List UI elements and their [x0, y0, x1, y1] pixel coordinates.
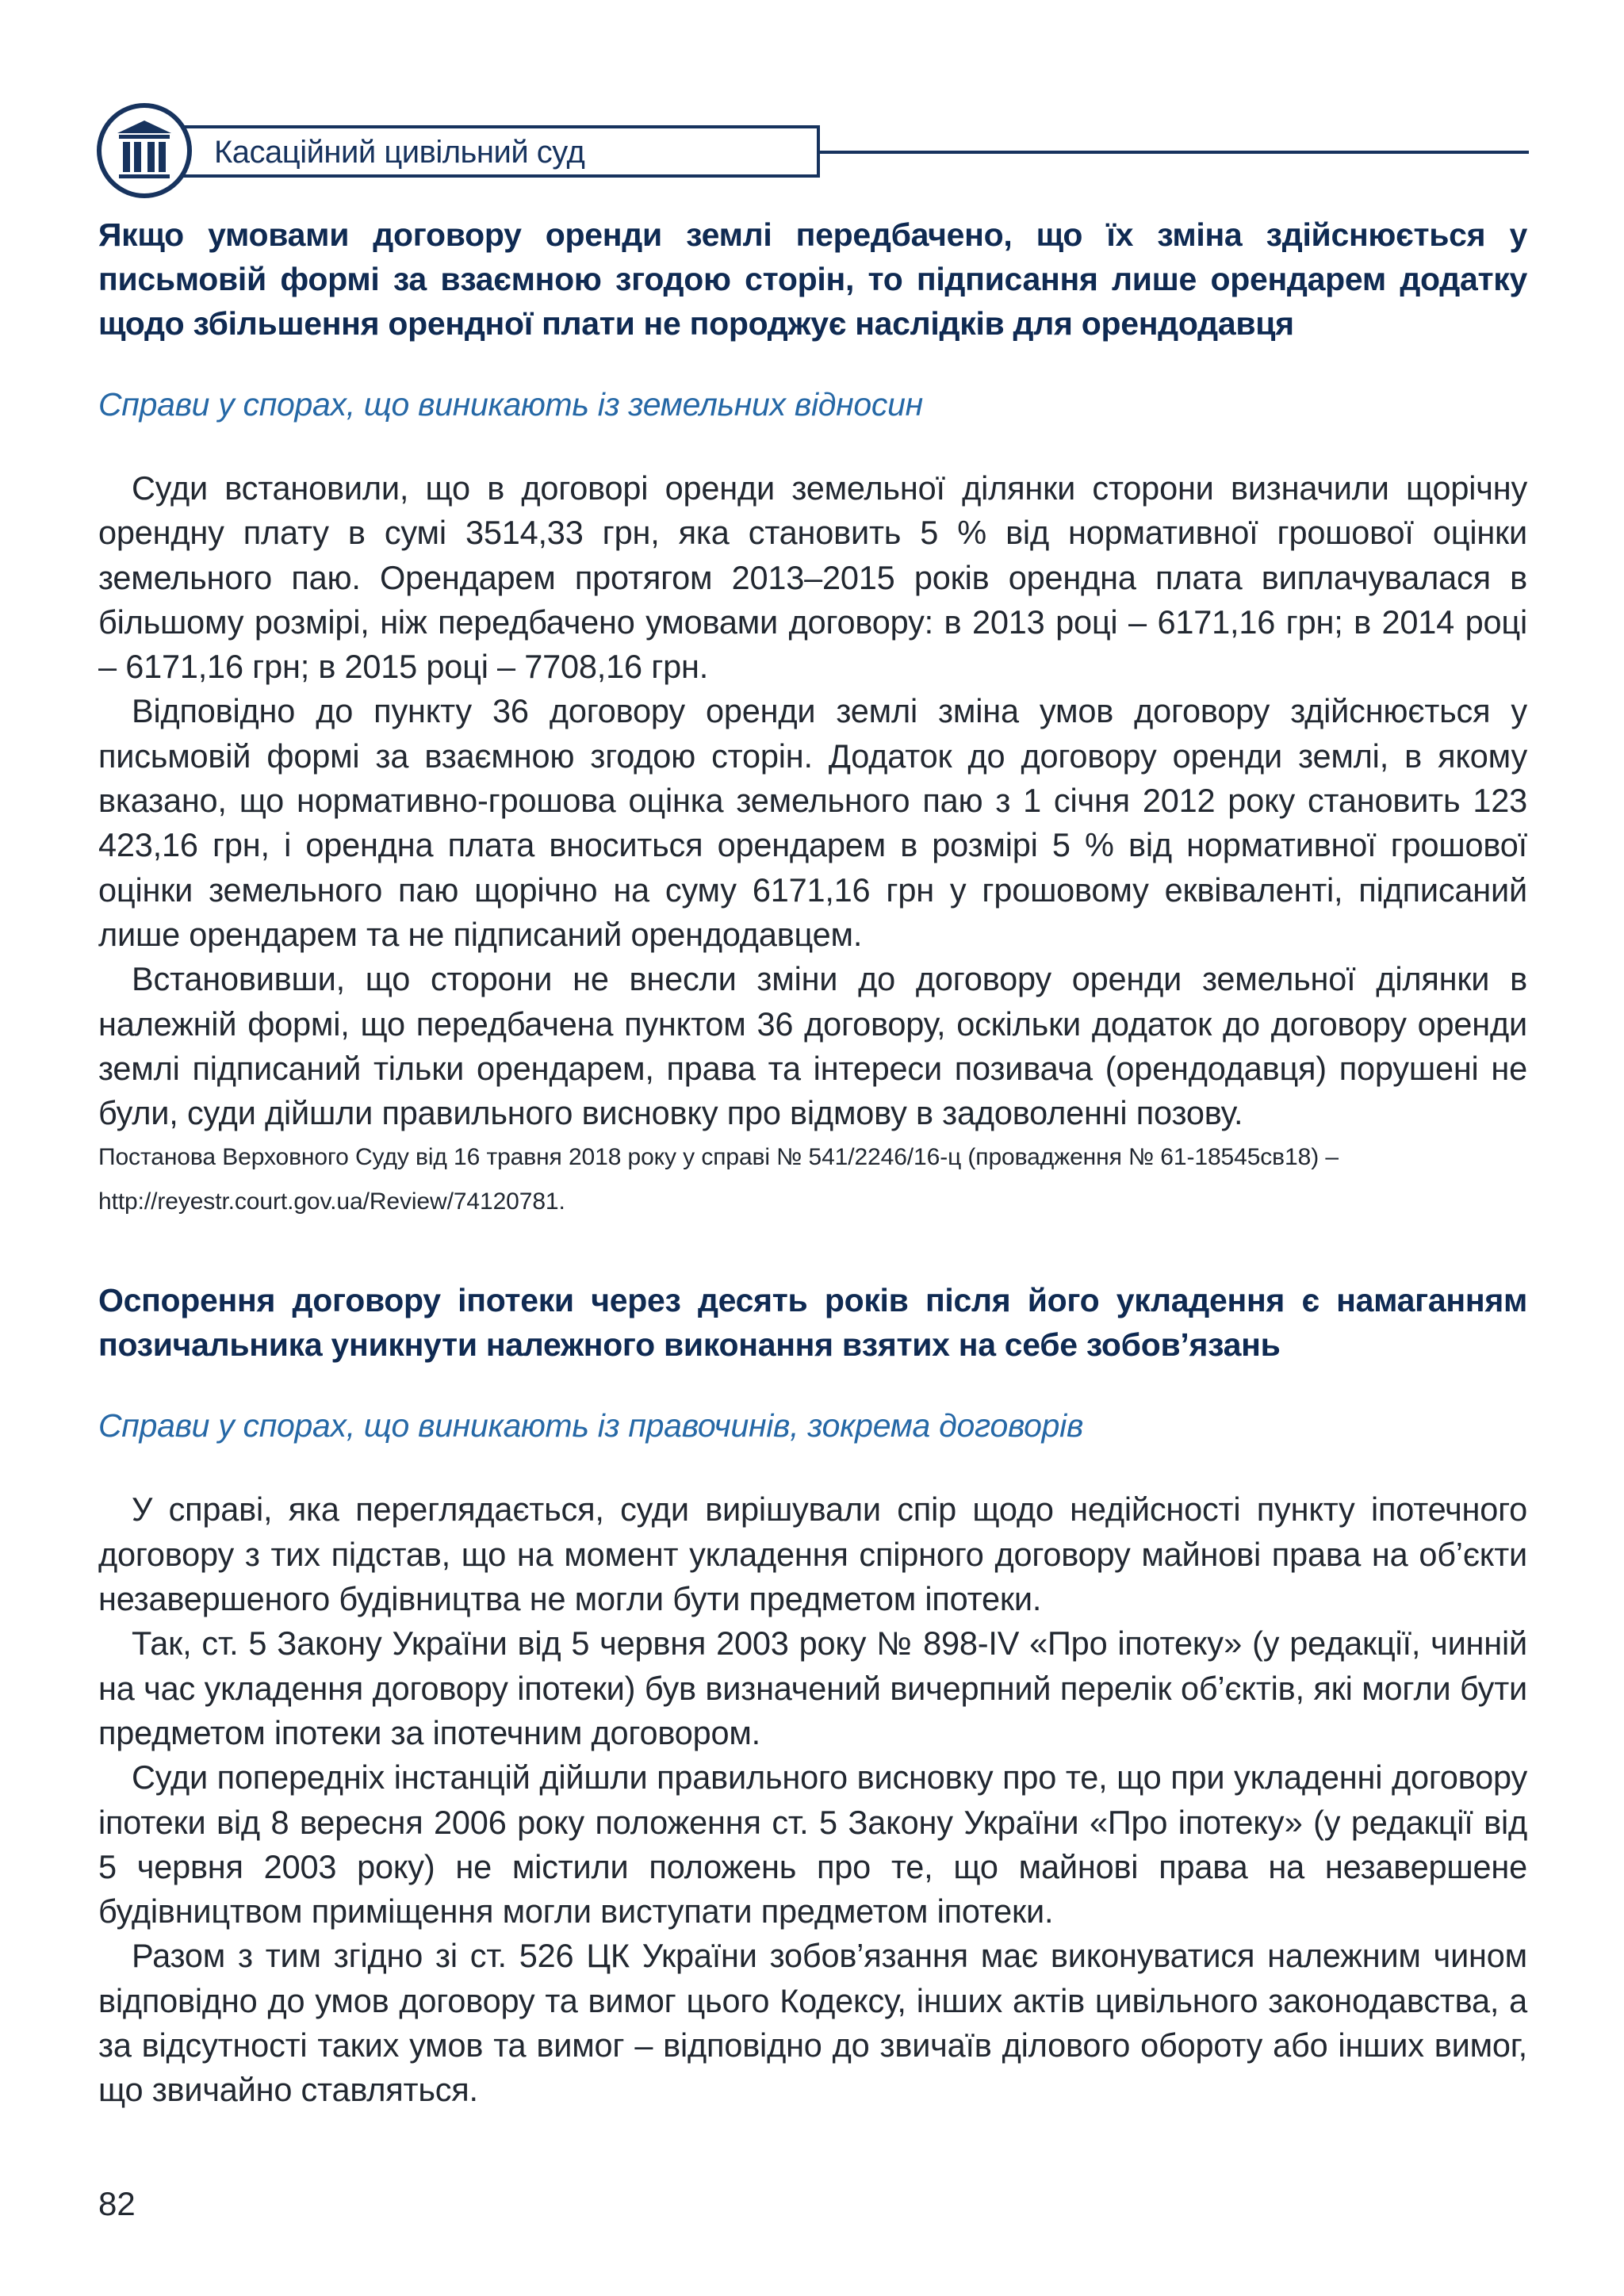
paragraph: Разом з тим згідно зі ст. 526 ЦК України зобов’язання має виконуватися належним чином відповідно до умов договору та вимог цього Кодексу, інших актів цивільного законодавства, а за відсутності таких умов та вимог – відповідно до звичаїв ділового обороту або інших вимог, що звичайно ставляться.	[98, 1937, 1527, 2109]
section-category: Справи у спорах, що виникають із правочинів, зокрема договорів	[98, 1407, 1084, 1445]
header-title: Касаційний цивільний суд	[214, 135, 585, 170]
paragraph: У справі, яка переглядається, суди вирішували спір щодо недійсності пункту іпотечного договору з тих підстав, що на момент укладення спірного договору майнові права на об’єкти незавершеного будівництва не могли бути предметом іпотеки.	[98, 1490, 1527, 1618]
case-citation: Постанова Верховного Суду від 16 травня 2018 року у справі № 541/2246/16-ц (провадження № 61-18545св18) – http://reyestr.court.gov.ua/Review/74120781.	[98, 1144, 1339, 1215]
court-logo	[97, 103, 192, 198]
section-title: Оспорення договору іпотеки через десять років після його укладення є намаганням позичальника уникнути належного виконання взятих на себе зобов’язань	[98, 1282, 1527, 1364]
page-header	[95, 101, 1529, 197]
paragraph: Відповідно до пункту 36 договору оренди землі зміна умов договору здійснюється у письмовій формі за взаємною згодою сторін. Додаток до договору оренди землі, в якому вказано, що нормативно-грошова оцінка земельного паю з 1 січня 2012 року становить 123 423,16 грн, і орендна плата вноситься орендарем в розмірі 5 % від нормативної грошової оцінки земельного паю щорічно на суму 6171,16 грн у грошовому еквіваленті, підписаний лише орендарем та не підписаний орендодавцем.	[98, 692, 1527, 953]
section-category: Справи у спорах, що виникають із земельних відносин	[98, 386, 923, 423]
page-number: 82	[98, 2185, 136, 2222]
paragraph: Встановивши, що сторони не внесли зміни до договору оренди земельної ділянки в належній формі, що передбачена пунктом 36 договору, оскільки додаток до договору оренди землі підписаний тільки орендарем, права та інтереси позивача (орендодавця) порушені не були, суди дійшли правильного висновку про відмову в задоволенні позову.	[98, 960, 1527, 1132]
section-title: Якщо умовами договору оренди землі передбачено, що їх зміна здійснюється у письмовій формі за взаємною згодою сторін, то підписання лише орендарем додатку щодо збільшення орендної плати не породжує наслідків для орендодавця	[98, 216, 1527, 342]
court-building-icon	[116, 119, 173, 182]
paragraph: Суди попередніх інстанцій дійшли правильного висновку про те, що при укладенні договору іпотеки від 8 вересня 2006 року положення ст. 5 Закону України «Про іпотеку» (у редакції від 5 червня 2003 року) не містили положень про те, що майнові права на незавершене будівництвом приміщення могли виступати предметом іпотеки.	[98, 1758, 1527, 1931]
page-content	[98, 212, 1527, 2113]
header-rule	[820, 151, 1529, 154]
section-spacer	[98, 1224, 1527, 1278]
paragraph: Суди встановили, що в договорі оренди земельної ділянки сторони визначили щорічну орендну плату в сумі 3514,33 грн, яка становить 5 % від нормативної грошової оцінки земельного паю. Орендарем протягом 2013–2015 років орендна плата виплачувалася в більшому розмірі, ніж передбачено умовами договору: в 2013 році – 6171,16 грн; в 2014 році – 6171,16 грн; в 2015 році – 7708,16 грн.	[98, 469, 1527, 686]
paragraph: Так, ст. 5 Закону України від 5 червня 2003 року № 898-IV «Про іпотеку» (у редакції, чинній на час укладення договору іпотеки) був визначений вичерпний перелік об’єктів, які могли бути предметом іпотеки за іпотечним договором.	[98, 1624, 1527, 1751]
